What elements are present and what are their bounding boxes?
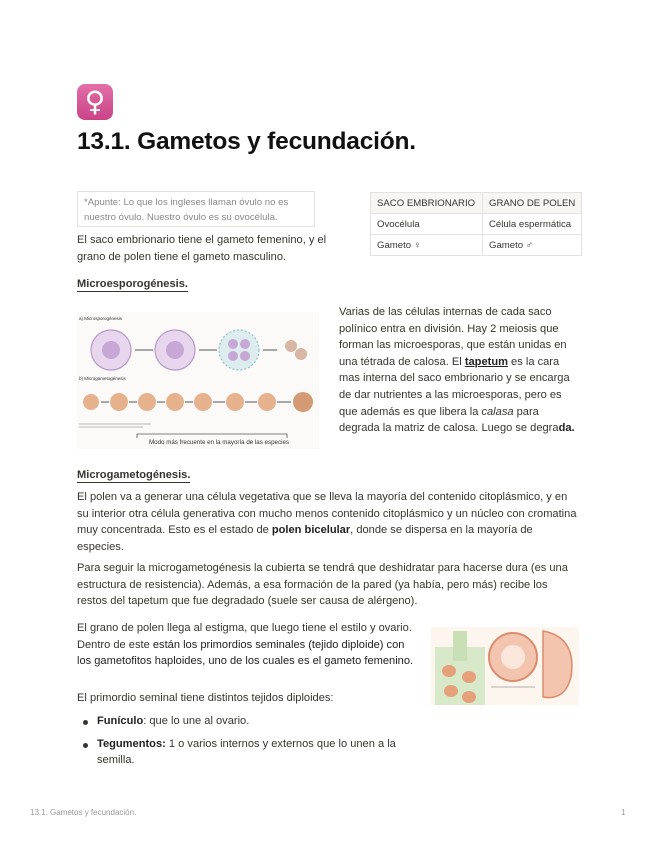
tissue-list [77,713,422,775]
table-header-cell: GRANO DE POLEN [483,193,582,214]
stigma-paragraph: El grano de polen llega al estigma, que luego tiene el estilo y ovario. Dentro de este están los primordios seminales (tejido diploide) con los gametofitos haploides, uno de los cuales es el gameto femenino. [77,622,414,668]
microgametogenesis-heading: Microgametogénesis. [77,469,191,481]
ovary-diagram [431,627,579,705]
figure-label-a: a) Microsporogénesis [79,316,123,321]
list-item: Tegumentos: 1 o varios internos y externos que lo unen a la semilla. [77,736,422,769]
table-cell: Gameto ♀ [371,235,483,256]
figure-label-b: b) Microgametogénesis [79,376,126,381]
meiosis-row [91,330,307,370]
gamete-table [370,192,582,256]
table-header-row [371,193,582,214]
intro-paragraph: El saco embrionario tiene el gameto femenino, y el grano de polen tiene el gameto masculino. [77,234,327,263]
footer-page-number: 1 [621,808,626,817]
primordium-paragraph: El primordio seminal tiene distintos tejidos diploides: [77,692,334,704]
microgametogenesis-paragraph-2: Para seguir la microgametogénesis la cubierta se tendrá que deshidratar para hacerse dura (es una estructura de resistencia). Además, a esa formación de la pared (ya había, pero más) recibe los restos del tapetum que fue degradado (suele ser causa de alérgeno). [77,562,568,608]
microsporogenesis-diagram [77,312,319,449]
table-row [371,235,582,256]
table-cell: Gameto ♂ [483,235,582,256]
microsporogenesis-figure [77,312,319,449]
ovary-figure [431,627,579,705]
figure-caption: Modo más frecuente en la mayoría de las especies [149,439,289,446]
list-item: Funículo: que lo une al ovario. [77,713,422,730]
table-cell: Célula espermática [483,214,582,235]
female-sign-icon: ♀ [77,84,113,120]
page-title: 13.1. Gametos y fecundación. [77,128,416,155]
table-row [371,214,582,235]
microgametogenesis-paragraph-1: El polen va a generar una célula vegetativa que se lleva la mayoría del contenido citoplásmico, y en su interior otra célula generativa con mucho menos contenido citoplásmico y un núcleo con cromatina muy concentrada. Esto es el estado de polen bicelular, donde se dispersa en la mayoría de especies. [77,491,577,553]
microsporogenesis-heading: Microesporogénesis. [77,278,188,290]
footer-title: 13.1. Gametos y fecundación. [30,808,137,817]
microsporogenesis-paragraph: Varias de las células internas de cada saco polínico entra en división. Hay 2 meiosis que forman las microesporas, que están unidas en una tétrada de calosa. El tapetum es la cara mas interna del saco embrionario y se encarga de dar nutrientes a las microesporas, pero es que además es que libera la calasa para degrada la matriz de calosa. Luego se degrada. [339,306,575,435]
gametogenesis-row [83,392,313,412]
table-header-cell: SACO EMBRIONARIO [371,193,483,214]
callout-note: *Apunte: Lo que los ingleses llaman óvulo no es nuestro óvulo. Nuestro óvulo es su ovocélula. [77,191,315,227]
table-cell: Ovocélula [371,214,483,235]
